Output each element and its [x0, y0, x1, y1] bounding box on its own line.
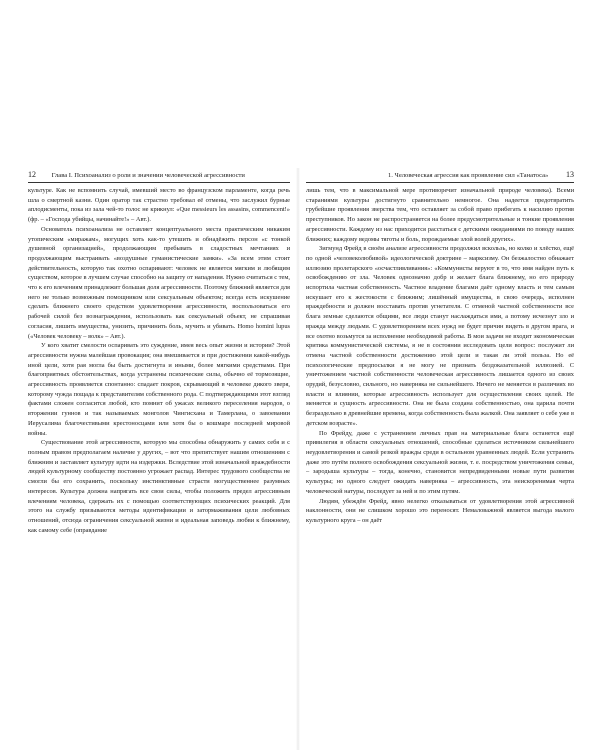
running-title: Глава I. Психоанализ о роли и значении человеческой агрессивности	[51, 172, 245, 179]
paragraph: лишь тем, что в максимальной мере противоречит изначальной природе человека). Всеми стараниями культуры достигнуто сравнительно немногое. Она надеется предотвратить грубейшие проявления зверства тем, что оставляет за собой право прибегать к насилию против преступников. Но закон не распространяется на более предусмотрительные и тонкие проявления агрессивности. Каждому из нас приходится расстаться с детскими ожиданиями по поводу наших ближних; каждому ведомы тяготы и боль, порождаемые злой волей других».	[306, 187, 574, 243]
paragraph: Людям, убеждён Фрейд, явно нелегко отказываться от удовлетворения этой агрессивной наклонности, они не слишком хорошо это переносят. Немаловажной является выгода малого культурного круга – он даёт	[306, 497, 574, 524]
page-body	[28, 186, 290, 535]
page-body	[306, 186, 574, 526]
paragraph: Основатель психоанализа не оставляет концептуального места практическим никаким утопическим «миражам», могущих хоть как-то утешить и обнадёжить персон «с тонкой душевной организацией», продолжающим пребывать в сладостных мечтаниях и продолжающим выстраивать «воздушные гуманистические замки». «За всем этим стоит действительность, которую так охотно оспаривают: человек не является мягким и любящим существом, которое в лучшем случае способно на защиту от нападения. Нужно считаться с тем, что к его влечениям принадлежит большая доля агрессивности. Поэтому ближний является для него не только возможным помощником или сексуальным объектом; всегда есть искушение сделать ближнего своего средством удовлетворения агрессивности, воспользоваться его рабочей силой без вознаграждения, использовать как сексуальный объект, не спрашивая согласия, лишить имущества, унизить, причинить боль, мучить и убивать. Homo homini lupus («Человек человеку – волк» – Авт.).	[28, 225, 290, 340]
page-number: 13	[566, 170, 574, 179]
book-spread	[0, 168, 600, 750]
page-number: 12	[28, 170, 36, 179]
paragraph: По Фрейду, даже с устранением личных прав на материальные блага останется ещё привилегия в области сексуальных отношений, способные сделаться источником сильнейшего неудовлетворения и самой резкой вражды среди в остальном уравненных людей. Если устранить даже это путём полного освобождения сексуальной жизни, т. е. посредством уничтожения семьи, – зародыша культуры – тогда, конечно, становится непредвиденными новые пути развития культуры; но одного следует ожидать наверняка – агрессивность, эта неискоренимая черта человеческой натуры, последует за ней и по этим путям.	[306, 429, 574, 495]
left-page	[28, 168, 290, 750]
running-head	[306, 168, 574, 183]
paragraph: Зигмунд Фрейд в своём анализе агрессивности продолжил вскользь, но колко и хлёстко, ещё по одной «человеколюбивой» идеологической доктрине – марксизму. Он безжалостно обнажает иллюзию пролетарского «осчастливливания»: «Коммунисты веруют в то, что имя найден путь к освобождению от зла. Человек однозначно добр и желает блага ближнему, но его природу испортила частная собственность. Частное владение благами даёт одному власть и тем самым искушает его к жестокости с ближним; лишённый имущества, в свою очередь, исполнен враждебности и должен восставать против угнетателя. С отменой частной собственности все блага земные сделаются общими, все люди станут наслаждаться ими, а потому исчезнут зло и вражда между людьми. С удовлетворением всех нужд не будет причин видеть в другом врага, и все охотно возьмутся за исполнение необходимой работы. В мои задачи не входит экономическая критика коммунистической системы, я не в состоянии исследовать цели вопрос: послужит ли отмена частной собственности достижению этой цели и такая ли этой польза. Но её психологические предпосылки я не могу не признать бездоказательной иллюзией. С уничтожением частной собственности человеческая агрессивность лишается одного из своих орудий, безусловно, сильного, но наверняка не сильнейшего. Ничего не меняется в различиях во власти и влиянии, которые агрессивность использует для осуществления своих целей. Не меняется и сущность агрессивности. Она не была создана собственностью, она царила почти безраздельно в древнейшие времена, когда собственность была жалкой. Она заявляет о себе уже в детском возрасте».	[306, 245, 574, 427]
paragraph: У кого хватит смелости оспаривать это суждение, имея весь опыт жизни и истории? Этой агрессивности нужна малейшая провокация; она вмешивается и при достижении какой-нибудь иной цели, хотя рая могла бы быть достигнута и иными, более мягкими средствами. При благоприятных обстоятельствах, когда устранены психические силы, обычно её тормозящие, агрессивность проявляется спонтанно: спадает покров, скрывающий в человеке дикого зверя, которому чужда пощада к представителям собственного рода. С подтверждающими этот взгляд фактами сложен согласится любой, кто помнит об ужасах великого переселения народов, о вторжении гуннов и так называемых монголов Чингисхана и Тамерлана, о завоевании Иерусалима благочестивыми крестоносцами или хотя бы о кошмаре последней мировой войны.	[28, 342, 290, 437]
book-gutter	[296, 168, 300, 750]
paragraph: Существование этой агрессивности, которую мы способны обнаружить у самих себя и с полным правом предполагаем наличие у других, – вот что препятствует нашим отношениям с ближним и заставляет культуру идти на издержки. Вследствие этой изначальной враждебности людей культурному сообществу постоянно угрожает распад. Интерес трудового сообщества не смогли бы его сохранить, поскольку инстинктивные страсти могущественнее разумных интересов. Культура должна напрягать все свои силы, чтобы положить предел агрессивным влечениям человека, сдержать их с помощью соответствующих психических реакций. Для этого на службу призываются методы идентификации и затормаживания цели любовных отношений, отсюда ограничения сексуальной жизни и идеальная заповедь любви к ближнему, как самому себе (оправдание	[28, 439, 290, 534]
paragraph: культуре. Как не вспомнить случай, имевший место во французском парламенте, когда речь шла о смертной казни. Один оратор так страстно требовал её отмены, что заслужил бурные аплодисменты, пока из зала чей-то голос не крикнул: «Que messieurs les assasins, commencent!» (фр. – «Господа убийцы, начинайте!» – Авт.).	[28, 187, 290, 224]
running-title: 1. Человеческая агрессия как проявление сил «Танатоса»	[387, 172, 549, 179]
right-page	[306, 168, 574, 750]
running-head	[28, 168, 290, 183]
